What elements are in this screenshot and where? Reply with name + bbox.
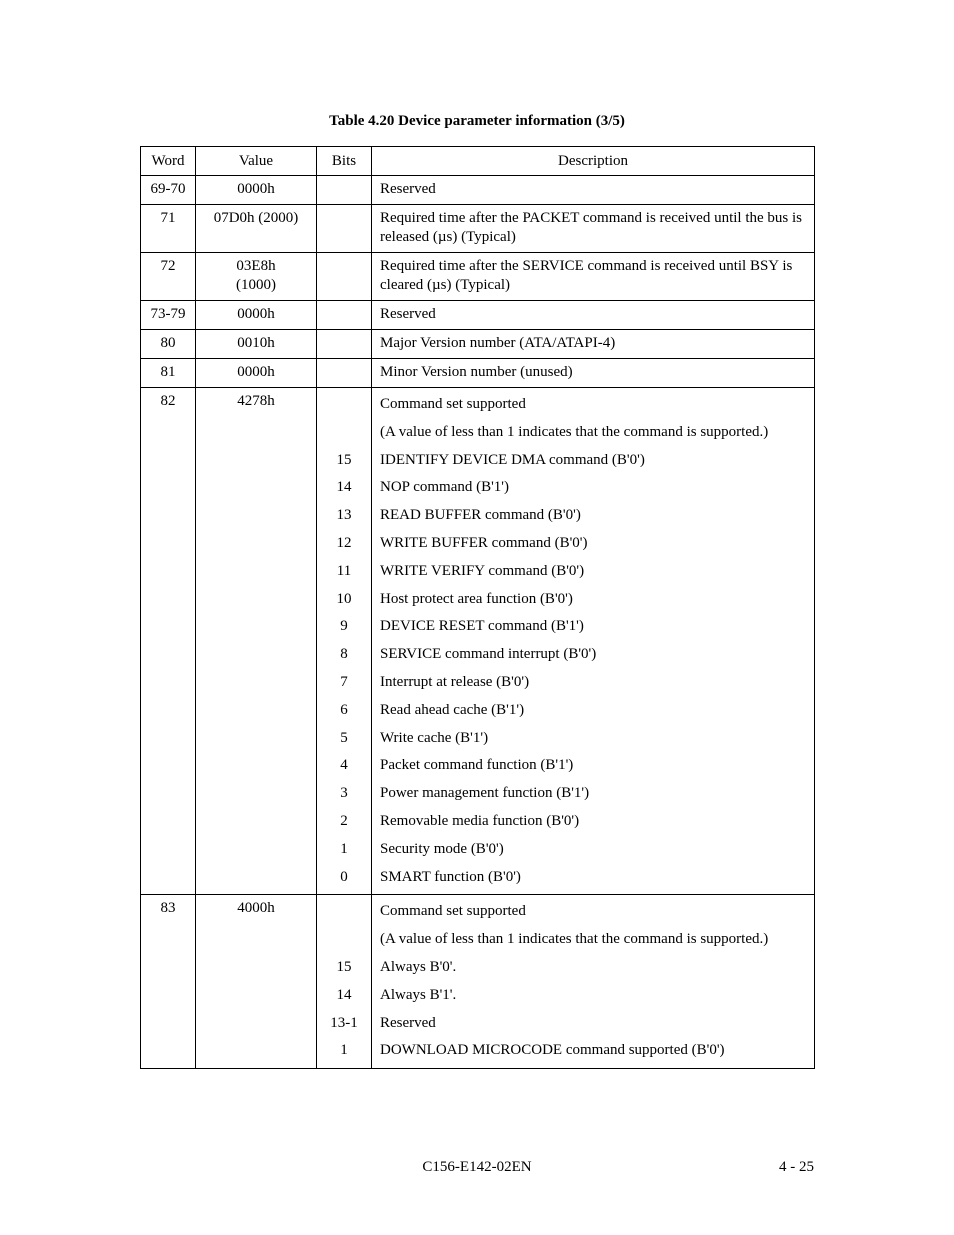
bits-cell <box>317 253 372 301</box>
value-cell: 0000h <box>196 176 317 205</box>
bits-cell <box>317 359 372 388</box>
value-cell: 0000h <box>196 301 317 330</box>
bit-number: 1 <box>340 1042 348 1059</box>
value-line: (1000) <box>236 277 276 293</box>
header-bits: Bits <box>317 147 372 176</box>
bit-description: IDENTIFY DEVICE DMA command (B'0') <box>380 451 645 468</box>
bit-number: 15 <box>336 958 352 975</box>
bit-number: 4 <box>340 757 348 774</box>
description-cell: Reserved <box>372 301 815 330</box>
section-header: Command set supported <box>380 396 526 412</box>
bit-number: 11 <box>336 562 352 579</box>
bit-description: Write cache (B'1') <box>380 729 489 746</box>
bit-number: 9 <box>340 618 348 635</box>
section-note: (A value of less than 1 indicates that the command is supported.) <box>380 423 769 440</box>
table-row <box>141 359 815 388</box>
bit-description: Interrupt at release (B'0') <box>380 673 530 690</box>
description-cell: Required time after the SERVICE command is received until BSY is cleared (µs) (Typical) <box>372 253 815 301</box>
bit-description: Reserved <box>380 1014 436 1031</box>
word-line: 83 <box>160 900 176 917</box>
value-cell <box>196 253 317 301</box>
table-header-row <box>141 147 815 176</box>
bit-number: 13-1 <box>330 1014 358 1031</box>
bits-cell <box>317 388 372 895</box>
bits-cell <box>317 205 372 253</box>
description-cell: Required time after the PACKET command is received until the bus is released (µs) (Typical) <box>372 205 815 253</box>
description-cell <box>372 895 815 1069</box>
bit-description: SMART function (B'0') <box>380 868 521 885</box>
bit-description: SERVICE command interrupt (B'0') <box>380 646 597 663</box>
bit-description: Power management function (B'1') <box>380 785 590 802</box>
bit-number: 3 <box>340 785 348 802</box>
value-cell: 0000h <box>196 359 317 388</box>
bit-number: 14 <box>336 986 352 1003</box>
bit-description: Removable media function (B'0') <box>380 812 580 829</box>
document-number: C156-E142-02EN <box>422 1159 532 1175</box>
bit-number: 13 <box>336 507 352 524</box>
word-cell: 80 <box>141 330 196 359</box>
bits-cell <box>317 301 372 330</box>
word-line: 82 <box>160 393 176 409</box>
word-cell: 71 <box>141 205 196 253</box>
description-cell: Reserved <box>372 176 815 205</box>
header-word: Word <box>141 147 196 176</box>
bit-number: 0 <box>340 868 348 885</box>
bit-description: Host protect area function (B'0') <box>380 590 573 607</box>
bit-description: Always B'1'. <box>380 986 457 1003</box>
value-cell: 0010h <box>196 330 317 359</box>
bits-cell <box>317 895 372 1069</box>
header-description: Description <box>372 147 815 176</box>
bit-description: Packet command function (B'1') <box>380 757 574 774</box>
word-cell: 81 <box>141 359 196 388</box>
bit-description: READ BUFFER command (B'0') <box>380 507 581 524</box>
bit-number: 1 <box>340 840 348 857</box>
word-cell: 73-79 <box>141 301 196 330</box>
table-caption: Table 4.20 Device parameter information (3/5) <box>329 113 625 129</box>
bit-description: WRITE VERIFY command (B'0') <box>380 562 585 579</box>
bit-number: 7 <box>340 673 348 690</box>
bit-number: 2 <box>340 812 348 829</box>
table-row <box>141 253 815 301</box>
description-cell: Minor Version number (unused) <box>372 359 815 388</box>
bit-number: 12 <box>336 534 352 551</box>
table-row <box>141 205 815 253</box>
header-value: Value <box>196 147 317 176</box>
word-cell <box>141 895 196 1069</box>
bits-cell <box>317 330 372 359</box>
page-number: 4 - 25 <box>779 1159 814 1175</box>
bit-number: 5 <box>340 729 348 746</box>
description-cell <box>372 388 815 895</box>
table-row-word-82 <box>141 388 815 895</box>
bit-description: DOWNLOAD MICROCODE command supported (B'0') <box>380 1042 725 1059</box>
bit-description: Always B'0'. <box>380 958 457 975</box>
value-cell <box>196 388 317 895</box>
table-row <box>141 301 815 330</box>
table-row <box>141 176 815 205</box>
value-cell <box>196 895 317 1069</box>
section-header: Command set supported <box>380 903 526 920</box>
bit-description: DEVICE RESET command (B'1') <box>380 618 584 635</box>
table-row-word-83 <box>141 895 815 1069</box>
table-row <box>141 330 815 359</box>
section-note: (A value of less than 1 indicates that the command is supported.) <box>380 931 769 948</box>
value-cell: 07D0h (2000) <box>196 205 317 253</box>
bit-description: Read ahead cache (B'1') <box>380 701 525 718</box>
bits-cell <box>317 176 372 205</box>
device-parameter-table <box>140 146 815 1069</box>
word-cell <box>141 388 196 895</box>
bit-number: 10 <box>336 590 352 607</box>
description-cell: Major Version number (ATA/ATAPI-4) <box>372 330 815 359</box>
bit-number: 6 <box>340 701 348 718</box>
word-cell: 72 <box>141 253 196 301</box>
bit-description: Security mode (B'0') <box>380 840 504 857</box>
value-line: 03E8h <box>236 258 276 274</box>
bit-number: 8 <box>340 646 348 663</box>
bit-description: WRITE BUFFER command (B'0') <box>380 534 588 551</box>
value-line: 4000h <box>237 900 275 917</box>
value-line: 4278h <box>237 393 275 409</box>
bit-description: NOP command (B'1') <box>380 479 510 496</box>
word-cell: 69-70 <box>141 176 196 205</box>
bit-number: 14 <box>336 479 352 496</box>
bit-number: 15 <box>336 451 352 468</box>
